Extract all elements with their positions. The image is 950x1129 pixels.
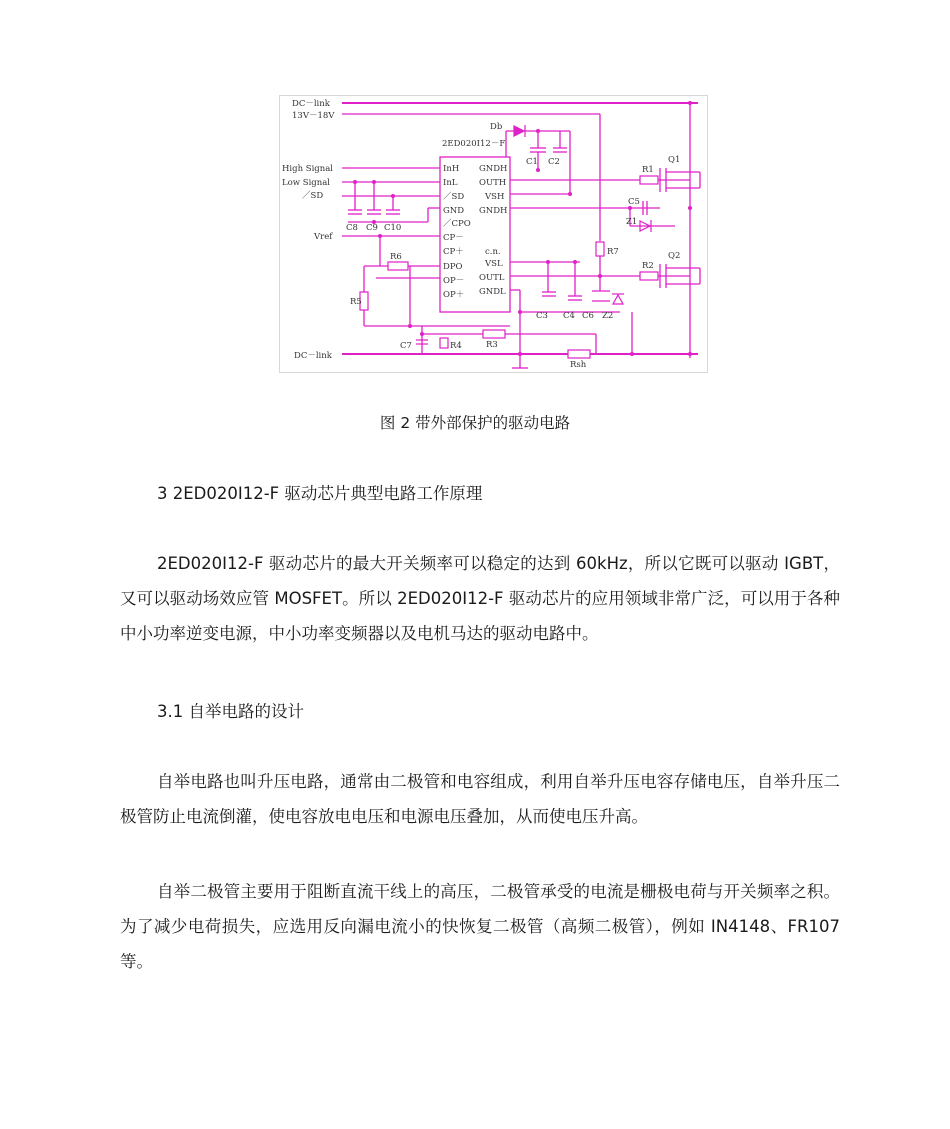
label-r4: R4 — [450, 341, 462, 351]
pin-sd: ／SD — [443, 192, 465, 202]
label-c5: C5 — [628, 197, 640, 207]
label-db: Db — [490, 122, 503, 132]
pin-op-plus: OP＋ — [443, 290, 465, 300]
label-c1: C1 — [526, 157, 538, 167]
label-dc-link-top: DC－link — [292, 99, 330, 109]
label-r1: R1 — [642, 165, 654, 175]
pin-inh: InH — [443, 164, 460, 174]
section-heading-3-1: 3.1 自举电路的设计 — [157, 702, 304, 721]
circuit-components — [360, 125, 658, 358]
label-high-signal: High Signal — [282, 164, 333, 174]
label-c3: C3 — [536, 311, 548, 321]
pin-vsh: VSH — [485, 192, 505, 202]
pin-op-minus: OP－ — [443, 276, 465, 286]
pin-inl: InL — [443, 178, 458, 188]
label-r6: R6 — [390, 252, 402, 262]
label-sd-input: ／SD — [302, 191, 324, 201]
circuit-junctions — [353, 101, 692, 356]
pin-dpo: DPO — [443, 262, 463, 272]
label-dc-link-bottom: DC－link — [294, 351, 332, 361]
label-r2: R2 — [642, 261, 654, 271]
label-r5: R5 — [350, 297, 362, 307]
label-r7: R7 — [607, 247, 619, 257]
label-c10: C10 — [384, 223, 402, 233]
circuit-wires — [342, 103, 700, 368]
pin-gnd: GND — [443, 206, 465, 216]
pin-cn: c.n. — [485, 247, 501, 257]
label-q1: Q1 — [668, 155, 681, 165]
label-vref: Vref — [314, 232, 333, 242]
pin-gndl: GNDL — [479, 287, 506, 297]
label-z2: Z2 — [602, 311, 614, 321]
pin-outh: OUTH — [479, 178, 507, 188]
pin-outl: OUTL — [479, 273, 505, 283]
paragraph-3: 自举二极管主要用于阻断直流干线上的高压，二极管承受的电流是栅极电荷与开关频率之积。为了减少电荷损失，应选用反向漏电流小的快恢复二极管（高频二极管），例如 IN4148、FR107 等。 — [120, 882, 840, 971]
driver-circuit-diagram — [280, 96, 707, 372]
paragraph-1: 2ED020I12-F 驱动芯片的最大开关频率可以稳定的达到 60kHz，所以它既可以驱动 IGBT，又可以驱动场效应管 MOSFET。所以 2ED020I12-F 驱动芯片的应用领域非常广泛，可以用于各种中小功率逆变电源，中小功率变频器以及电机马达的驱动电路中。 — [120, 554, 840, 643]
label-rsh: Rsh — [570, 360, 587, 370]
pin-vsl: VSL — [485, 259, 503, 269]
pin-cp-minus: CP－ — [443, 233, 464, 243]
label-c9: C9 — [366, 223, 378, 233]
pin-gndh-1: GNDH — [479, 164, 508, 174]
label-c6: C6 — [582, 311, 594, 321]
paragraph-2: 自举电路也叫升压电路，通常由二极管和电容组成，利用自举升压电容存储电压，自举升压二极管防止电流倒灌，使电容放电电压和电源电压叠加，从而使电压升高。 — [120, 772, 840, 826]
label-supply: 13V－18V — [292, 111, 335, 121]
pin-cp-plus: CP＋ — [443, 247, 464, 257]
pin-cpo: ／CPO — [443, 219, 471, 229]
figure-caption: 图 2 带外部保护的驱动电路 — [379, 414, 571, 432]
label-q2: Q2 — [668, 251, 681, 261]
label-low-signal: Low Signal — [282, 178, 330, 188]
label-c2: C2 — [548, 157, 560, 167]
label-r3: R3 — [486, 340, 498, 350]
label-c4: C4 — [563, 311, 575, 321]
circuit-figure — [279, 95, 708, 373]
label-c7: C7 — [400, 341, 412, 351]
label-z1: Z1 — [626, 217, 638, 227]
label-c8: C8 — [346, 223, 358, 233]
label-chip: 2ED020I12－F — [442, 139, 506, 149]
pin-gndh-2: GNDH — [479, 206, 508, 216]
section-heading-3: 3 2ED020I12-F 驱动芯片典型电路工作原理 — [157, 484, 483, 503]
